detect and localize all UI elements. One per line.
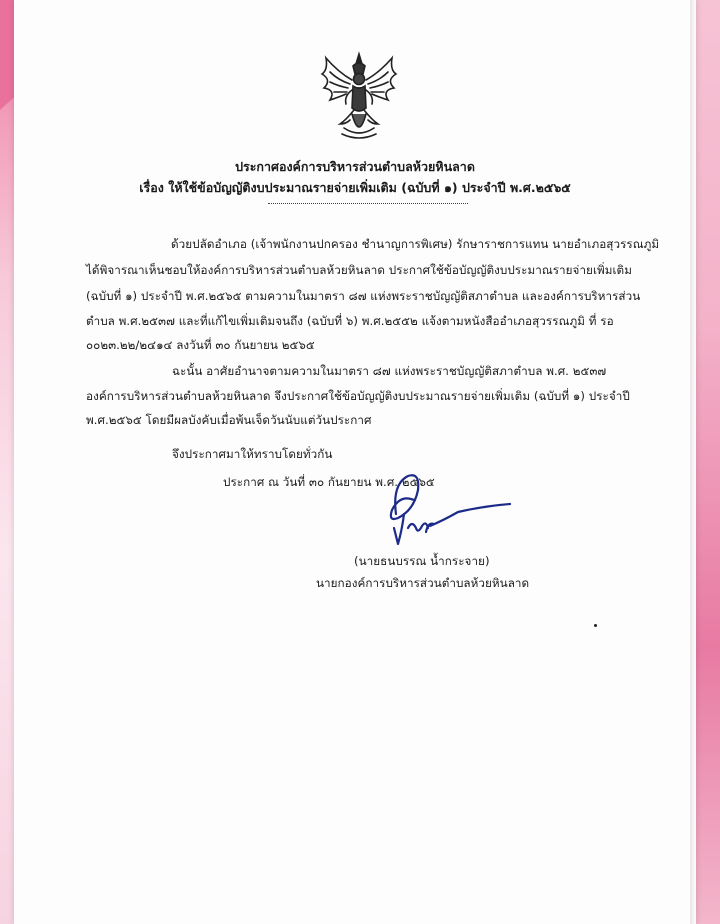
paragraph-2-line-2: องค์การบริหารส่วนตำบลห้วยหินลาด จึงประกาศใช้ข้อบัญญัติงบประมาณรายจ่ายเพิ่มเติม (ฉบับที่ ๑) ประจำปี xyxy=(86,389,630,403)
dotted-divider xyxy=(268,203,468,204)
paragraph-2-line-1: ฉะนั้น อาศัยอำนาจตามความในมาตรา ๘๗ แห่งพระราชบัญญัติสภาตำบล พ.ศ. ๒๕๓๗ xyxy=(172,364,607,378)
paragraph-1-line-1: ด้วยปลัดอำเภอ (เจ้าพนักงานปกครอง ชำนาญการพิเศษ) รักษาราชการแทน นายอำเภอสุวรรณภูมิ xyxy=(171,237,660,251)
signer-position: นายกองค์การบริหารส่วนตำบลห้วยหินลาด xyxy=(316,576,530,590)
ink-dot xyxy=(594,624,597,627)
closing-statement: จึงประกาศมาให้ทราบโดยทั่วกัน xyxy=(172,447,333,461)
signature-scribble xyxy=(374,470,514,550)
sheet-edge-shadow xyxy=(690,0,696,924)
document-subject: เรื่อง ให้ใช้ข้อบัญญัติงบประมาณรายจ่ายเพิ่มเติม (ฉบับที่ ๑) ประจำปี พ.ศ.๒๕๖๕ xyxy=(139,180,571,195)
paragraph-1-line-3: (ฉบับที่ ๑) ประจำปี พ.ศ.๒๕๖๕ ตามความในมาตรา ๘๗ แห่งพระราชบัญญัติสภาตำบล และองค์การบริหารส่วน xyxy=(86,289,641,303)
paragraph-2-line-3: พ.ศ.๒๕๖๕ โดยมีผลบังคับเมื่อพ้นเจ็ดวันนับแต่วันประกาศ xyxy=(86,413,372,427)
document-sheet xyxy=(14,0,696,924)
garuda-emblem-icon xyxy=(316,50,402,142)
signer-name: (นายธนบรรณ น้ำกระจาย) xyxy=(354,554,490,568)
document-title: ประกาศองค์การบริหารส่วนตำบลห้วยหินลาด xyxy=(235,159,475,174)
paragraph-1-line-4: ตำบล พ.ศ.๒๕๓๗ และที่แก้ไขเพิ่มเติมจนถึง (ฉบับที่ ๖) พ.ศ.๒๕๕๒ แจ้งตามหนังสืออำเภอสุวรรณภูมิ ที่ รอ xyxy=(86,314,614,328)
announcement-date: ประกาศ ณ วันที่ ๓๐ กันยายน พ.ศ. ๒๕๖๕ xyxy=(223,475,435,489)
paragraph-1-line-2: ได้พิจารณาเห็นชอบให้องค์การบริหารส่วนตำบลห้วยหินลาด ประกาศใช้ข้อบัญญัติงบประมาณรายจ่ายเพิ่มเติม xyxy=(86,263,632,277)
paragraph-1-line-5: ๐๐๒๓.๒๒/๒๔๑๔ ลงวันที่ ๓๐ กันยายน ๒๕๖๕ xyxy=(86,338,315,352)
pink-background-right xyxy=(694,0,720,924)
